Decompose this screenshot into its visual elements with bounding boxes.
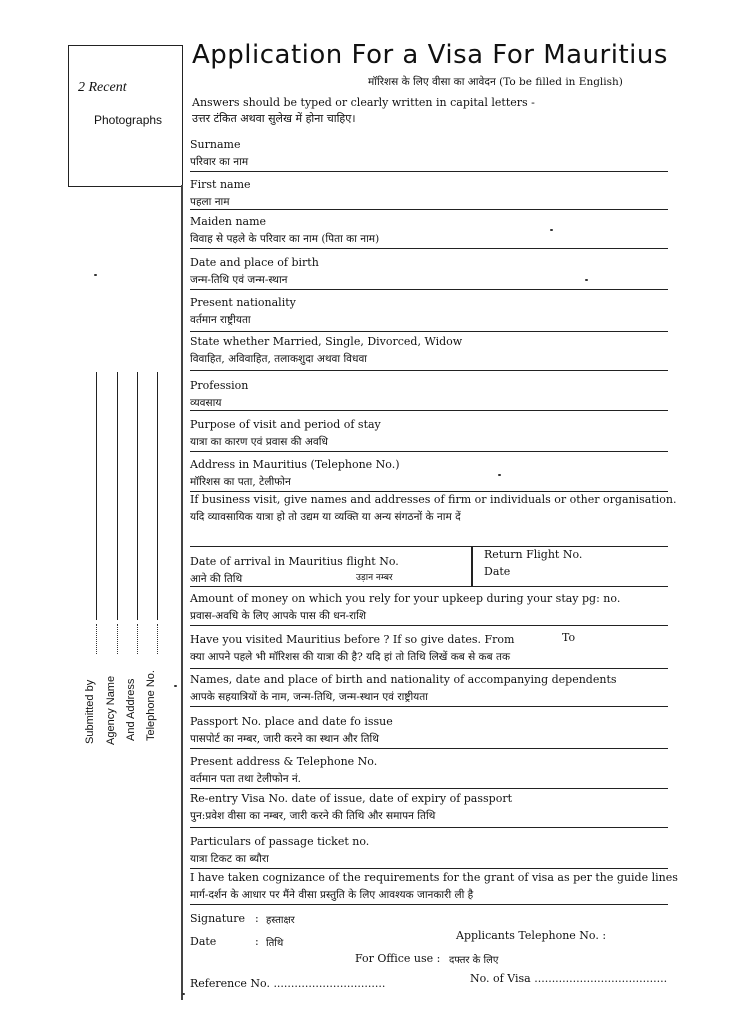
return-flight-label: Return Flight No. — [484, 548, 583, 561]
field-label: Purpose of visit and period of stay — [190, 418, 381, 431]
signature-colon: : — [255, 912, 259, 925]
field-money-upkeep[interactable] — [190, 590, 668, 626]
side-dots-1 — [96, 624, 99, 654]
field-label-hi: परिवार का नाम — [190, 156, 249, 168]
field-nationality[interactable] — [190, 294, 668, 332]
field-label: Names, date and place of birth and nationality of accompanying dependents — [190, 673, 617, 686]
scan-speck — [550, 229, 553, 231]
scan-speck — [182, 993, 185, 995]
field-label-hi: वर्तमान राष्ट्रीयता — [190, 314, 251, 326]
applicant-telephone-label[interactable]: Applicants Telephone No. : — [456, 929, 607, 942]
date-colon: : — [255, 935, 259, 948]
field-label-hi: पासपोर्ट का नम्बर, जारी करने का स्थान और तिथि — [190, 733, 379, 745]
declaration-text: I have taken cognizance of the requirements for the grant of visa as per the guide lines — [190, 871, 678, 884]
field-label: Present address & Telephone No. — [190, 755, 378, 768]
signature-label: Signature — [190, 912, 246, 925]
declaration-text-hi: मार्ग-दर्शन के आधार पर मैंने वीसा प्रस्तुति के लिए आवश्यक जानकारी ली है — [190, 889, 474, 901]
instructions-hi: उत्तर टंकित अथवा सुलेख में होना चाहिए। — [192, 112, 356, 125]
field-label: Maiden name — [190, 215, 267, 228]
field-label: Date and place of birth — [190, 256, 319, 269]
field-label-hi: विवाहित, अविवाहित, तलाकशुदा अथवा विधवा — [190, 353, 368, 365]
field-label: State whether Married, Single, Divorced, Widow — [190, 335, 463, 348]
reference-number[interactable]: Reference No. ................................ — [190, 977, 386, 990]
side-rule-2 — [117, 372, 118, 620]
declaration — [190, 869, 678, 905]
field-reentry-visa[interactable] — [190, 790, 668, 828]
return-date-label: Date — [484, 565, 511, 578]
scan-speck — [498, 474, 501, 476]
instructions-en: Answers should be typed or clearly written in capital letters - — [192, 96, 535, 109]
left-margin-rule — [181, 185, 183, 1000]
field-passport[interactable] — [190, 713, 668, 749]
visit-to-label: To — [562, 631, 576, 644]
field-label-hi: वर्तमान पता तथा टेलीफोन नं. — [190, 773, 302, 785]
photo-handwritten-note: 2 Recent — [78, 80, 127, 95]
field-label: First name — [190, 178, 251, 191]
office-use-label: For Office use : — [355, 952, 441, 965]
field-label-hi: विवाह से पहले के परिवार का नाम (पिता का नाम) — [190, 233, 380, 245]
field-label-hi: यदि व्यावसायिक यात्रा हो तो उद्यम या व्यक्ति या अन्य संगठनों के नाम दें — [190, 511, 461, 523]
field-purpose-of-visit[interactable] — [190, 416, 668, 452]
field-label: Have you visited Mauritius before ? If so give dates. From — [190, 633, 515, 646]
scan-speck — [94, 274, 97, 276]
field-address-mauritius[interactable] — [190, 456, 668, 492]
side-label-submitted-by: Submitted by — [84, 679, 96, 744]
field-label-hi: जन्म-तिथि एवं जन्म-स्थान — [190, 274, 288, 286]
field-label: Re-entry Visa No. date of issue, date of expiry of passport — [190, 792, 513, 805]
field-label-hi: आने की तिथि — [190, 573, 243, 585]
field-label: Surname — [190, 138, 241, 151]
field-passage-ticket[interactable] — [190, 833, 668, 869]
field-label: If business visit, give names and addresses of firm or individuals or other organisation. — [190, 493, 677, 506]
field-business-visit[interactable] — [190, 491, 677, 547]
field-label-hi: क्या आपने पहले भी मॉरिशस की यात्रा की है? यदि हां तो तिथि लिखें कब से कब तक — [190, 651, 511, 663]
side-dots-3 — [137, 624, 140, 654]
office-use-hi: दफ्तर के लिए — [449, 955, 499, 966]
visa-number[interactable]: No. of Visa ...................................... — [470, 972, 668, 985]
field-previous-visits[interactable] — [190, 631, 668, 669]
scan-speck — [585, 279, 588, 281]
field-label-hi: यात्रा टिकट का ब्यौरा — [190, 853, 269, 865]
flight-divider — [471, 546, 473, 586]
field-dependents[interactable] — [190, 671, 668, 707]
field-label: Particulars of passage ticket no. — [190, 835, 370, 848]
field-label: Passport No. place and date fo issue — [190, 715, 393, 728]
field-label-hi: पुन:प्रवेश वीसा का नम्बर, जारी करने की तिथि और समापन तिथि — [190, 810, 436, 822]
field-marital-status[interactable] — [190, 333, 668, 371]
field-label-hi: व्यवसाय — [190, 397, 222, 409]
date-label: Date — [190, 935, 217, 948]
side-label-address: And Address — [125, 678, 137, 741]
page-subtitle: मॉरिशस के लिए वीसा का आवेदन (To be filled in English) — [368, 76, 623, 88]
field-label-hi: पहला नाम — [190, 196, 230, 208]
field-label-hi: आपके सहयात्रियों के नाम, जन्म-तिथि, जन्म-स्थान एवं राष्ट्रीयता — [190, 691, 428, 703]
photo-label: Photographs — [94, 113, 163, 127]
side-label-agency-name: Agency Name — [105, 675, 117, 745]
field-label: Date of arrival in Mauritius flight No. — [190, 555, 399, 568]
field-date-place-birth[interactable] — [190, 254, 668, 290]
field-maiden-name[interactable] — [190, 213, 668, 249]
field-profession[interactable] — [190, 377, 668, 411]
page-title: Application For a Visa For Mauritius — [192, 40, 668, 70]
date-hi[interactable]: तिथि — [266, 938, 284, 949]
side-rule-4 — [157, 372, 158, 620]
field-label: Address in Mauritius (Telephone No.) — [190, 458, 400, 471]
field-label: Amount of money on which you rely for your upkeep during your stay pg: no. — [190, 592, 621, 605]
scan-speck — [174, 685, 177, 687]
side-label-telephone: Telephone No. — [145, 670, 157, 741]
side-rule-1 — [96, 372, 97, 620]
flight-number-hi: उड़ान नम्बर — [356, 573, 393, 583]
field-label-hi: प्रवास-अवधि के लिए आपके पास की धन-राशि — [190, 610, 366, 622]
field-label: Present nationality — [190, 296, 296, 309]
field-surname[interactable] — [190, 136, 668, 172]
field-arrival-flight[interactable] — [190, 553, 668, 587]
field-first-name[interactable] — [190, 176, 668, 210]
signature-hi[interactable]: हस्ताक्षर — [266, 915, 295, 926]
side-dots-2 — [117, 624, 120, 654]
side-rule-3 — [137, 372, 138, 620]
field-label-hi: मॉरिशस का पता, टेलीफोन — [190, 476, 291, 488]
field-label: Profession — [190, 379, 249, 392]
side-dots-4 — [157, 624, 160, 654]
field-present-address[interactable] — [190, 753, 668, 789]
field-label-hi: यात्रा का कारण एवं प्रवास की अवधि — [190, 436, 328, 448]
